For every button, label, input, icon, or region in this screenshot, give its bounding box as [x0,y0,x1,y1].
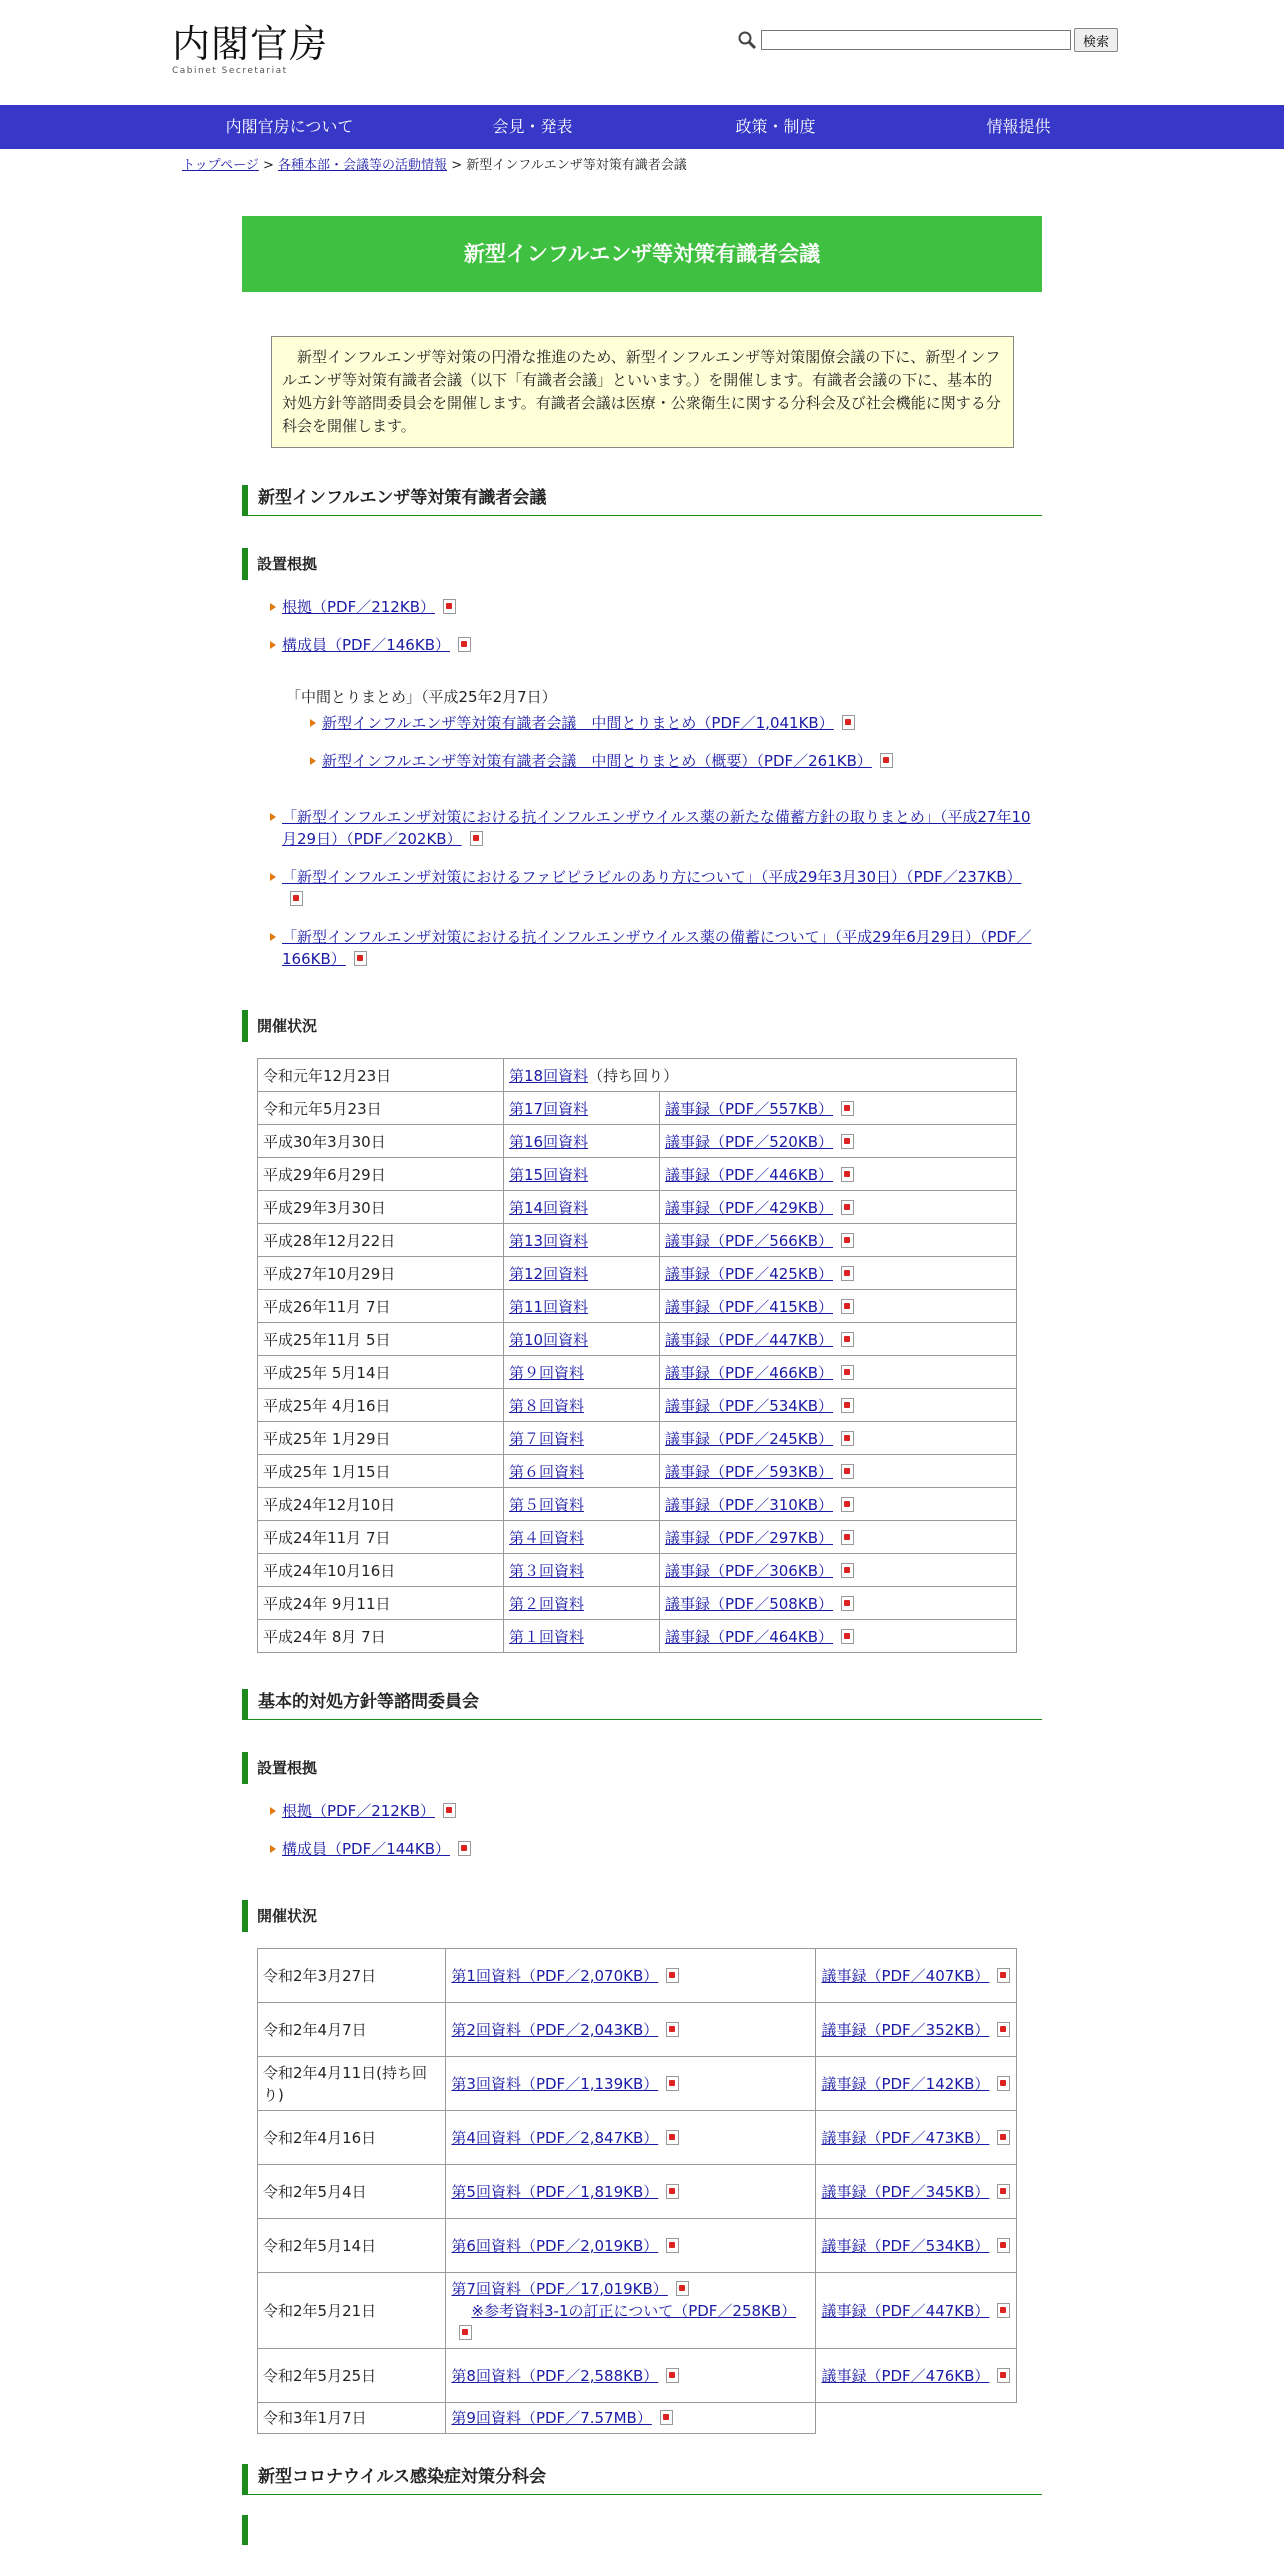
table-row [258,1389,1017,1422]
meeting-material-link[interactable]: 第３回資料 [509,1561,585,1580]
table-row [258,1554,1017,1587]
advisory-meetings-table [257,1948,1017,2434]
table-row [258,2273,1017,2349]
table-row [258,1356,1017,1389]
section-title-council: 新型インフルエンザ等対策有識者会議 [242,485,1042,516]
pdf-icon [997,2238,1010,2253]
pdf-icon [443,599,456,614]
pdf-icon [841,1530,854,1545]
breadcrumb-top[interactable]: トップページ [182,158,259,173]
breadcrumb-sep: > [451,158,463,173]
meeting-minutes-link[interactable]: 議事録（PDF／464KB） [665,1627,833,1646]
pdf-icon [458,637,471,652]
meeting-material-link[interactable]: 第８回資料 [509,1396,585,1415]
nav-policy[interactable]: 政策・制度 [735,117,816,136]
nav-press[interactable]: 会見・発表 [492,117,573,136]
meeting-minutes-link[interactable]: 議事録（PDF／142KB） [821,2074,990,2093]
meeting-material-cell [446,2403,816,2434]
table-row [258,1059,1017,1092]
meeting-date: 令和2年5月14日 [258,2219,446,2273]
pdf-icon [676,2281,689,2296]
pdf-icon [459,2325,472,2340]
meeting-minutes-cell [660,1224,1017,1257]
meeting-material-link[interactable]: 第２回資料 [509,1594,585,1613]
search-input[interactable] [761,30,1071,50]
meeting-date: 令和2年4月11日(持ち回り) [258,2057,446,2111]
meeting-date: 平成29年3月30日 [258,1191,504,1224]
pdf-icon [290,891,303,906]
link-interim-summary[interactable]: 新型インフルエンザ等対策有識者会議 中間とりまとめ（概要）（PDF／261KB） [322,752,872,770]
empty-cell [816,2403,1017,2434]
table-row [258,1587,1017,1620]
meeting-date: 平成29年6月29日 [258,1158,504,1191]
table-row [258,2165,1017,2219]
meeting-minutes-link[interactable]: 議事録（PDF／425KB） [665,1264,833,1283]
meeting-minutes-link[interactable]: 議事録（PDF／352KB） [821,2020,990,2039]
meeting-date: 平成24年12月10日 [258,1488,504,1521]
meeting-minutes-link[interactable]: 議事録（PDF／473KB） [821,2128,990,2147]
search-icon [737,30,757,50]
meeting-date: 平成24年11月 7日 [258,1521,504,1554]
breadcrumb [182,154,687,173]
meeting-date: 平成25年 4月16日 [258,1389,504,1422]
meeting-minutes-link[interactable]: 議事録（PDF／476KB） [821,2366,990,2385]
pdf-icon [997,2368,1010,2383]
pdf-icon [841,1431,854,1446]
meeting-material-cell [504,1488,660,1521]
meeting-minutes-cell [816,1949,1017,2003]
meeting-minutes-link[interactable]: 議事録（PDF／566KB） [665,1231,833,1250]
pdf-icon [841,1101,854,1116]
breadcrumb-sep: > [262,158,274,173]
meeting-minutes-link[interactable]: 議事録（PDF／447KB） [665,1330,833,1349]
meeting-material-cell [504,1521,660,1554]
pdf-icon [666,2130,679,2145]
meeting-material-cell [504,1257,660,1290]
meeting-material-cell [446,2165,816,2219]
meeting-minutes-link[interactable]: 議事録（PDF／345KB） [821,2182,990,2201]
meeting-material-link[interactable]: 第６回資料 [509,1462,585,1481]
meeting-material-link[interactable]: 第12回資料 [509,1264,589,1283]
pdf-icon [841,1266,854,1281]
meeting-minutes-cell [816,2165,1017,2219]
meeting-date: 令和3年1月7日 [258,2403,446,2434]
meeting-minutes-cell [816,2003,1017,2057]
meeting-minutes-cell [660,1554,1017,1587]
meeting-minutes-cell [660,1290,1017,1323]
list-item [242,712,1042,734]
table-row [258,1125,1017,1158]
pdf-icon [841,1167,854,1182]
meeting-material-link[interactable]: 第７回資料 [509,1429,585,1448]
meeting-minutes-link[interactable]: 議事録（PDF／534KB） [665,1396,833,1415]
meeting-material-link[interactable]: 第15回資料 [509,1165,589,1184]
meeting-material-cell [504,1191,660,1224]
meeting-material-cell [446,2273,816,2349]
meeting-material-link[interactable]: 第7回資料（PDF／17,019KB） [451,2279,668,2298]
meeting-date: 平成25年 1月15日 [258,1455,504,1488]
meeting-minutes-cell [660,1455,1017,1488]
breadcrumb-level2[interactable]: 各種本部・会議等の活動情報 [278,158,448,173]
meeting-minutes-cell [660,1125,1017,1158]
meeting-date: 平成24年 8月 7日 [258,1620,504,1653]
meeting-date: 平成25年 5月14日 [258,1356,504,1389]
link-doc-stockpile[interactable]: 「新型インフルエンザ対策における抗インフルエンザウイルス薬の備蓄について」（平成29年6月29日）（PDF／166KB） [282,928,1032,968]
meeting-material-cell [504,1587,660,1620]
meeting-material-link[interactable]: 第16回資料 [509,1132,589,1151]
main-nav [0,105,1284,149]
pdf-icon [660,2410,673,2425]
logo-subtitle: Cabinet Secretariat [172,66,288,76]
meeting-material-link[interactable]: 第4回資料（PDF／2,847KB） [451,2128,659,2147]
table-row [258,1323,1017,1356]
table-row [258,1224,1017,1257]
table-row [258,1290,1017,1323]
meeting-minutes-cell [660,1389,1017,1422]
pdf-icon [841,1200,854,1215]
list-item [242,926,1042,970]
meeting-material-cell [446,2003,816,2057]
pdf-icon [666,2368,679,2383]
table-row [258,1422,1017,1455]
table-row [258,2219,1017,2273]
meeting-minutes-link[interactable]: 議事録（PDF／508KB） [665,1594,833,1613]
meeting-minutes-cell [816,2111,1017,2165]
meeting-minutes-link[interactable]: 議事録（PDF／407KB） [821,1966,990,1985]
table-row [258,2111,1017,2165]
subsection-covid-start [242,2515,1042,2545]
meeting-material-link[interactable]: 第8回資料（PDF／2,588KB） [451,2366,659,2385]
list-item [242,596,1042,618]
link-doc-stockpile-policy[interactable]: 「新型インフルエンザ対策における抗インフルエンザウイルス薬の新たな備蓄方針の取りまとめ」（平成27年10月29日）（PDF／202KB） [282,808,1031,848]
meeting-material-cell [446,2349,816,2403]
breadcrumb-current: 新型インフルエンザ等対策有識者会議 [466,158,687,173]
meeting-date: 平成28年12月22日 [258,1224,504,1257]
pdf-icon [666,2238,679,2253]
basis-link-list [242,596,1042,970]
meeting-material-cell [504,1323,660,1356]
interim-label: 「中間とりまとめ」（平成25年2月7日） [286,688,557,706]
link-members[interactable]: 構成員（PDF／146KB） [282,636,450,654]
list-item [242,634,1042,656]
meeting-material-cell [504,1620,660,1653]
meeting-material-link[interactable]: 第2回資料（PDF／2,043KB） [451,2020,659,2039]
pdf-icon [997,2076,1010,2091]
pdf-icon [666,2184,679,2199]
table-row [258,2003,1017,2057]
link-interim[interactable]: 新型インフルエンザ等対策有識者会議 中間とりまとめ（PDF／1,041KB） [322,714,834,732]
meeting-minutes-cell [816,2219,1017,2273]
intro-box: 新型インフルエンザ等対策の円滑な推進のため、新型インフルエンザ等対策閣僚会議の下に、新型インフルエンザ等対策有識者会議（以下「有識者会議」といいます。）を開催します。有識者会議の下に、基本的対処方針等諮問委員会を開催します。有識者会議は医療・公衆衛生に関する分科会及び社会機能に関する分科会を開催します。 [271,336,1014,448]
pdf-icon [997,2022,1010,2037]
pdf-icon [841,1629,854,1644]
meeting-material-link[interactable]: 第9回資料（PDF／7.57MB） [451,2409,652,2427]
pdf-icon [841,1365,854,1380]
meeting-material-link[interactable]: 第3回資料（PDF／1,139KB） [451,2074,659,2093]
meeting-material-cell [504,1290,660,1323]
meeting-minutes-link[interactable]: 議事録（PDF／466KB） [665,1363,833,1382]
meeting-date: 令和2年4月16日 [258,2111,446,2165]
link-members-2[interactable]: 構成員（PDF／144KB） [282,1840,450,1858]
meeting-minutes-cell [660,1356,1017,1389]
meeting-minutes-cell [660,1587,1017,1620]
meeting-date: 令和元年12月23日 [258,1059,504,1092]
list-item [242,806,1042,850]
meeting-date: 平成24年 9月11日 [258,1587,504,1620]
search-box [737,28,1118,52]
meeting-material-link[interactable]: 第１回資料 [509,1627,585,1646]
meeting-material-link[interactable]: 第５回資料 [509,1495,585,1514]
subsection-basis: 設置根拠 [242,548,1042,580]
basis-link-list-2 [242,1800,1042,1860]
subsection-meetings: 開催状況 [242,1010,1042,1042]
pdf-icon [354,951,367,966]
meeting-minutes-link[interactable]: 議事録（PDF／429KB） [665,1198,833,1217]
meeting-date: 平成26年11月 7日 [258,1290,504,1323]
table-row [258,1257,1017,1290]
meeting-minutes-link[interactable]: 議事録（PDF／534KB） [821,2236,990,2255]
subsection-basis-2: 設置根拠 [242,1752,1042,1784]
section-title-covid: 新型コロナウイルス感染症対策分科会 [242,2464,1042,2495]
pdf-icon [458,1841,471,1856]
meetings-table [257,1058,1017,1653]
meeting-minutes-link[interactable]: 議事録（PDF／310KB） [665,1495,833,1514]
pdf-icon [841,1332,854,1347]
logo-title: 内閣官房 [172,22,329,66]
pdf-icon [997,1968,1010,1983]
meeting-material-cell [446,1949,816,2003]
meeting-minutes-link[interactable]: 議事録（PDF／520KB） [665,1132,833,1151]
table-row [258,1521,1017,1554]
meeting-date: 令和2年3月27日 [258,1949,446,2003]
meeting-material-cell [446,2219,816,2273]
nav-about[interactable]: 内閣官房について [225,117,354,136]
meeting-material-link[interactable]: 第４回資料 [509,1528,585,1547]
meeting-minutes-cell [660,1422,1017,1455]
list-item [242,750,1042,772]
pdf-icon [841,1596,854,1611]
pdf-icon [470,831,483,846]
table-row [258,1158,1017,1191]
meeting-date: 平成27年10月29日 [258,1257,504,1290]
meeting-minutes-cell [816,2273,1017,2349]
meeting-minutes-cell [660,1521,1017,1554]
meeting-minutes-link[interactable]: 議事録（PDF／446KB） [665,1165,833,1184]
table-row [258,2057,1017,2111]
link-basis-2[interactable]: 根拠（PDF／212KB） [282,1802,435,1820]
search-button[interactable]: 検索 [1074,28,1118,52]
meeting-minutes-cell [660,1158,1017,1191]
meeting-material-cell [504,1389,660,1422]
pdf-icon [666,2076,679,2091]
table-row [258,1949,1017,2003]
meeting-date: 令和2年4月7日 [258,2003,446,2057]
meeting-material-link[interactable]: 第1回資料（PDF／2,070KB） [451,1966,659,1985]
table-row [258,1620,1017,1653]
meeting-minutes-cell [660,1257,1017,1290]
meeting-date: 平成25年11月 5日 [258,1323,504,1356]
meeting-date: 令和2年5月21日 [258,2273,446,2349]
site-logo[interactable] [172,22,328,76]
pdf-icon [666,1968,679,1983]
subsection-meetings-2: 開催状況 [242,1900,1042,1932]
meeting-date: 令和2年5月25日 [258,2349,446,2403]
meeting-minutes-link[interactable]: 議事録（PDF／245KB） [665,1429,833,1448]
meeting-material-link[interactable]: 第13回資料 [509,1231,589,1250]
pdf-icon [842,715,855,730]
pdf-icon [841,1464,854,1479]
table-row [258,1092,1017,1125]
pdf-icon [997,2184,1010,2199]
link-doc-favipiravir[interactable]: 「新型インフルエンザ対策におけるファビピラビルのあり方について」（平成29年3月30日）（PDF／237KB） [282,868,1022,886]
pdf-icon [997,2130,1010,2145]
meeting-material-cell [446,2057,816,2111]
pdf-icon [841,1497,854,1512]
pdf-icon [443,1803,456,1818]
meeting-material-link[interactable]: 第17回資料 [509,1099,589,1118]
meeting-minutes-cell [660,1323,1017,1356]
meeting-material-cell [504,1158,660,1191]
meeting-material-link[interactable]: 第９回資料 [509,1363,585,1382]
meeting-minutes-cell [816,2057,1017,2111]
meeting-material-cell [504,1356,660,1389]
meeting-minutes-cell [660,1620,1017,1653]
meeting-material-cell [504,1059,1017,1092]
meeting-minutes-link[interactable]: 議事録（PDF／306KB） [665,1561,833,1580]
meeting-material-link[interactable]: 第11回資料 [509,1297,589,1316]
table-row [258,1488,1017,1521]
nav-info[interactable]: 情報提供 [986,117,1051,136]
page-title: 新型インフルエンザ等対策有識者会議 [242,216,1042,292]
pdf-icon [841,1134,854,1149]
pdf-icon [841,1299,854,1314]
meeting-minutes-cell [660,1488,1017,1521]
meeting-date: 令和2年5月4日 [258,2165,446,2219]
meeting-material-cell [504,1455,660,1488]
table-row [258,2349,1017,2403]
meeting-minutes-link[interactable]: 議事録（PDF／447KB） [821,2301,990,2320]
list-item [242,866,1042,910]
meeting-minutes-link[interactable]: 議事録（PDF／415KB） [665,1297,833,1316]
pdf-icon [841,1563,854,1578]
meeting-minutes-cell [660,1092,1017,1125]
link-basis[interactable]: 根拠（PDF／212KB） [282,598,435,616]
meeting-minutes-link[interactable]: 議事録（PDF／557KB） [665,1099,833,1118]
meeting-material-link[interactable]: 第18回資料 [509,1066,589,1085]
pdf-icon [997,2303,1010,2318]
meeting-minutes-link[interactable]: 議事録（PDF／593KB） [665,1462,833,1481]
table-row [258,2403,1017,2434]
meeting-note: （持ち回り） [588,1066,679,1085]
meeting-material-cell [504,1125,660,1158]
main-content [242,216,1042,2545]
meeting-material-cell [504,1224,660,1257]
meeting-material-cell [504,1554,660,1587]
pdf-icon [841,1398,854,1413]
table-row [258,1455,1017,1488]
correction-note-link[interactable]: ※参考資料3-1の訂正について（PDF／258KB） [471,2301,797,2320]
pdf-icon [666,2022,679,2037]
meeting-date: 平成30年3月30日 [258,1125,504,1158]
meeting-material-cell [446,2111,816,2165]
meeting-date: 平成24年10月16日 [258,1554,504,1587]
meeting-date: 令和元年5月23日 [258,1092,504,1125]
meeting-material-cell [504,1422,660,1455]
table-row [258,1191,1017,1224]
meeting-minutes-cell [660,1191,1017,1224]
list-item [242,1800,1042,1822]
list-item [242,1838,1042,1860]
meeting-minutes-link[interactable]: 議事録（PDF／297KB） [665,1528,833,1547]
meeting-material-cell [504,1092,660,1125]
meeting-material-link[interactable]: 第10回資料 [509,1330,589,1349]
site-header [0,0,1284,105]
meeting-date: 平成25年 1月29日 [258,1422,504,1455]
meeting-minutes-cell [816,2349,1017,2403]
meeting-material-link[interactable]: 第5回資料（PDF／1,819KB） [451,2182,659,2201]
meeting-material-link[interactable]: 第6回資料（PDF／2,019KB） [451,2236,659,2255]
meeting-material-link[interactable]: 第14回資料 [509,1198,589,1217]
pdf-icon [880,753,893,768]
pdf-icon [841,1233,854,1248]
section-title-advisory: 基本的対処方針等諮問委員会 [242,1689,1042,1720]
